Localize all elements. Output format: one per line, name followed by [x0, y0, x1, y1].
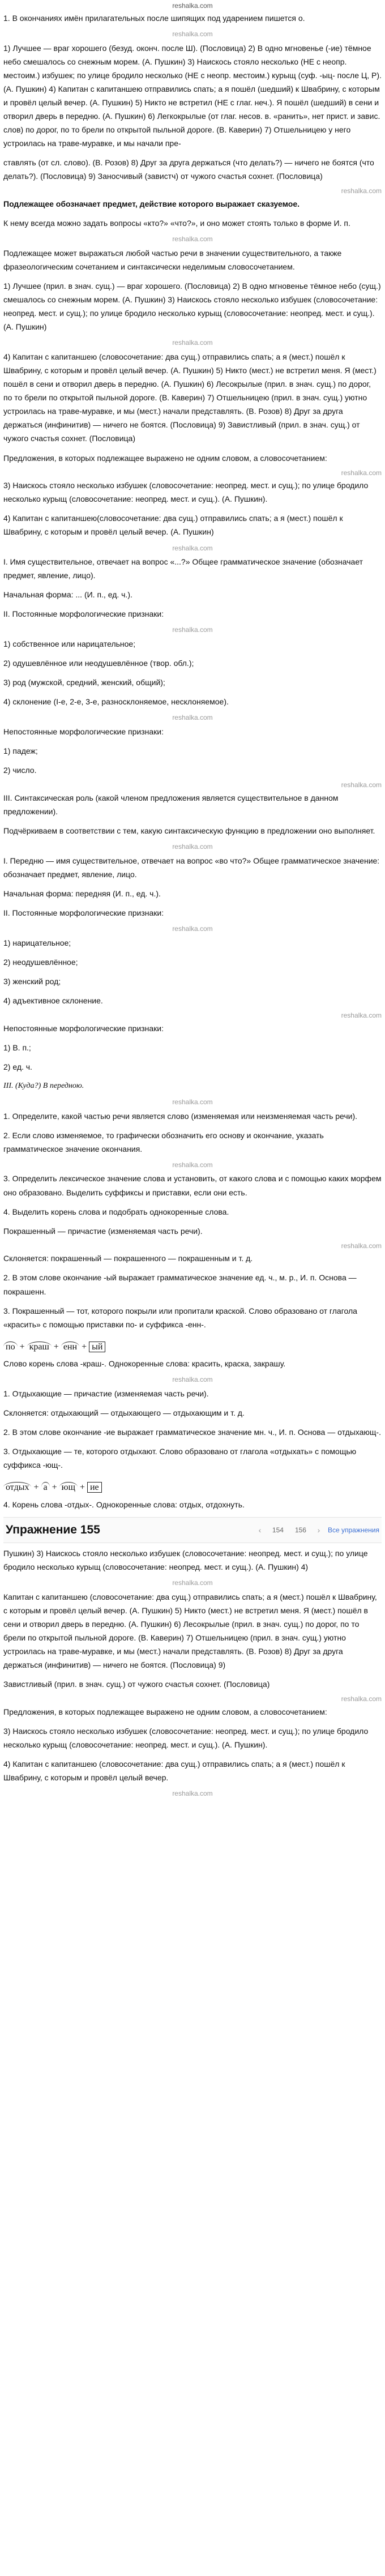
paragraph: II. Постоянные морфологические признаки: — [3, 609, 164, 619]
paragraph: 4) адъективное склонение. — [3, 996, 103, 1005]
paragraph: 1) собственное или нарицательное; — [3, 639, 136, 649]
watermark: reshalka.com — [172, 544, 213, 552]
paragraph: 3) женский род; — [3, 976, 61, 986]
watermark: reshalka.com — [172, 339, 213, 347]
prefix: по — [3, 1342, 18, 1352]
paragraph: 3. Покрашенный — тот, которого покрыли или пропитали краской. Слово образовано от глагола «красить» с помощью приставки по- и суффикса -енн-. — [3, 1306, 357, 1329]
chevron-left-icon[interactable]: ‹ — [258, 1525, 262, 1535]
paragraph: II. Постоянные морфологические признаки: — [3, 908, 164, 917]
paragraph: 2. В этом слове окончание -ый выражает грамматическое значение ед. ч., м. р., И. п. Основа — покрашенн. — [3, 1273, 357, 1296]
paragraph: I. Имя существительное, отвечает на вопрос «...?» Общее грамматическое значение (обозначает предмет, явление, лицо). — [3, 557, 363, 580]
paragraph: 1) падеж; — [3, 746, 38, 756]
paragraph: Склоняется: отдыхающий — отдыхающего — отдыхающим и т. д. — [3, 1408, 245, 1418]
paragraph: 1) Лучшее (прил. в знач. сущ.) — враг хорошего. (Пословица) 2) В одно мгновенье тёмное небо (сущ.) смешалось со снежным морем. (А. Пушкин) 3) Наискось стояло несколько избушек (словосочетание: неопред. мест. и сущ.); по улице бродило несколько курыщ (словосочетание: неопред. мест. и сущ.). (А. Пушкин) — [3, 281, 381, 332]
suffix: а — [41, 1482, 50, 1492]
watermark: reshalka.com — [341, 781, 382, 789]
paragraph: 1) В. п.; — [3, 1043, 31, 1052]
suffix: ющ — [59, 1482, 78, 1492]
paragraph: Подчёркиваем в соответствии с тем, какую синтаксическую функцию в предложении оно выполняет. — [3, 826, 375, 836]
watermark: reshalka.com — [172, 30, 213, 39]
paragraph: 4. Выделить корень слова и подобрать однокоренные слова. — [3, 1207, 229, 1216]
paragraph: 4) Капитан с капитаншею (словосочетание: два сущ.) отправились спать; а я (мест.) пошёл к Швабрину, с которым и провёл целый вечер. — [3, 1759, 345, 1783]
paragraph: 3) род (мужской, средний, женский, общий); — [3, 678, 165, 687]
root: отдых — [3, 1482, 31, 1492]
exercise-title: Упражнение 155 — [6, 1523, 100, 1536]
watermark: reshalka.com — [172, 626, 213, 634]
paragraph: III. (Куда?) В передною. — [3, 1081, 84, 1090]
suffix: енн — [61, 1342, 79, 1352]
paragraph: 2) число. — [3, 766, 37, 775]
paragraph: 1) Лучшее — враг хорошего (безуд. оконч. после Ш). (Пословица) 2) В одно мгновенье (-ие) тёмное небо смешалось со снежным морем. (А. Пушкин) 3) Наискось стояло несколько (НЕ с неопр. местоим.) избушек; по улице бродило несколько (НЕ с неопр. местоим.) курыщ (суф. -ыц- после Ц, Р). (А. Пушкин) 4) Капитан с капитаншею отправились спать; а я пошёл (шедший) к Швабрину, с которым и провёл целый вечер. (А. Пушкин) 5) Никто не встретил (НЕ с глаг. неч.). Я пошёл (шедший) в сени и отворил дверь в передню. (А. Пушкин) 6) Легкокрылые (от глаг. несов. в. «ранить», нет прист. и завис. слов) по дорог, по то брели по открытой пыльной дороге. (В. Каверин) 7) Отшельницею у него устроилась на траве-муравке, и мы начали пре- — [3, 43, 382, 148]
paragraph: 2) неодушевлённое; — [3, 957, 78, 967]
watermark: reshalka.com — [172, 714, 213, 722]
watermark: reshalka.com — [172, 1789, 213, 1798]
ending: ый — [89, 1342, 105, 1352]
paragraph: 2. В этом слове окончание -ие выражает грамматическое значение мн. ч., И. п. Основа — отдыхающ-. — [3, 1428, 381, 1437]
watermark: reshalka.com — [341, 187, 382, 195]
prev-page-link[interactable]: 154 — [272, 1526, 284, 1534]
paragraph: 3) Наискось стояло несколько избушек (словосочетание: неопред. мест. и сущ.); по улице бродило несколько курыщ (словосочетание: неопред. мест. и сущ.). (А. Пушкин). — [3, 481, 369, 504]
paragraph: Подлежащее обозначает предмет, действие которого выражает сказуемое. — [3, 199, 300, 209]
paragraph: 3) Наискось стояло несколько избушек (словосочетание: неопред. мест. и сущ.); по улице бродило несколько курыщ (словосочетание: неопред. мест. и сущ.). (А. Пушкин). — [3, 1727, 369, 1750]
paragraph: Начальная форма: передняя (И. п., ед. ч.). — [3, 888, 161, 898]
paragraph: Предложения, в которых подлежащее выражено не одним словом, а словосочетанием: — [3, 1707, 327, 1716]
pager — [255, 1523, 379, 1537]
watermark: reshalka.com — [341, 1011, 382, 1020]
paragraph: 2) одушевлённое или неодушевлённое (твор. обл.); — [3, 659, 194, 668]
watermark: reshalka.com — [341, 1695, 382, 1703]
root: краш — [27, 1342, 52, 1352]
paragraph: III. Синтаксическая роль (какой членом предложения является существительное в данном предложении). — [3, 793, 339, 816]
paragraph: К нему всегда можно задать вопросы «кто?» «что?», и оно может стоять только в форме И. п. — [3, 219, 350, 228]
watermark: reshalka.com — [172, 1160, 213, 1169]
paragraph: 4) склонение (I-е, 2-е, 3-е, разносклоняемое, несклоняемое). — [3, 697, 229, 707]
watermark: reshalka.com — [172, 843, 213, 851]
paragraph: Непостоянные морфологические признаки: — [3, 727, 164, 737]
paragraph: Завистливый (прил. в знач. сущ.) от чужого счастья сохнет. (Пословица) — [3, 1680, 270, 1689]
watermark: reshalka.com — [172, 1375, 213, 1384]
paragraph: 1. Определите, какой частью речи является слово (изменяемая или неизменяемая часть речи). — [3, 1111, 358, 1121]
paragraph: I. Передню — имя существительное, отвечает на вопрос «во что?» Общее грамматическое значение: обозначает предмет, явление, лицо. — [3, 856, 380, 879]
chevron-right-icon[interactable]: › — [317, 1525, 320, 1535]
paragraph: Подлежащее может выражаться любой частью речи в значении существительного, а также фразеологическим сочетанием и синтаксически неделимым словосочетанием. — [3, 248, 342, 271]
paragraph: 2. Если слово изменяемое, то графически обозначить его основу и окончание, указать грамматическое значение окончания. — [3, 1130, 324, 1154]
watermark: reshalka.com — [172, 925, 213, 933]
next-page-link[interactable]: 156 — [294, 1526, 306, 1534]
paragraph: 4) Капитан с капитаншею (словосочетание: два сущ.) отправились спать; а я (мест.) пошёл к Швабрину, с которым и провёл целый вечер. (А. Пушкин) 5) Никто (мест.) не встретил меня. Я (мест.) пошёл в сени и отворил дверь в передню. (А. Пушкин) 6) Лесокрылые (прил. в знач. сущ.) по дорог, по то брели по открытой пыльной дороге. (В. Каверин) 7) Отшельницею (прил. в знач. сущ.) уютно устроилась на траве-муравке, и мы (мест.) начали представлять. (В. Розов) 8) Друг за друга держаться (инфинитив) — ничего не боятся. (Пословица) 9) Завистливый (прил. в знач. сущ.) от чужого счастья сохнет. (Пословица) — [3, 352, 377, 443]
ending: ие — [87, 1482, 102, 1493]
paragraph: 4. Корень слова -отдых-. Однокоренные слова: отдых, отдохнуть. — [3, 1500, 245, 1509]
paragraph: 1. Отдыхающие — причастие (изменяемая часть речи). — [3, 1389, 209, 1398]
document-body — [0, 11, 385, 1800]
paragraph: 2) ед. ч. — [3, 1062, 32, 1071]
watermark: reshalka.com — [341, 1241, 382, 1250]
paragraph: Непостоянные морфологические признаки: — [3, 1023, 164, 1033]
paragraph: Склоняется: покрашенный — покрашенного — покрашенным и т. д. — [3, 1254, 253, 1263]
paragraph: Пушкин) 3) Наискось стояло несколько избушек (словосочетание: неопред. мест. и сущ.); по улице бродило несколько курыщ (словосочетание: неопред. мест. и сущ.). (А. Пушкин) 4) — [3, 1548, 368, 1572]
paragraph: Капитан с капитаншею (словосочетание: два сущ.) отправились спать; а я (мест.) пошёл к Швабрину, с которым и провёл целый вечер. (А. Пушкин) 5) Никто (мест.) не встретил меня. Я (мест.) пошёл в сени и отворил дверь в передню. (А. Пушкин) 6) Лесокрылые (прил. в знач. сущ.) по дорог, по то брели по открытой пыльной дороге. (В. Каверин) 7) Отшельницею (прил. в знач. сущ.) уютно устроилась на траве-муравке, и мы (мест.) начали представлять. (В. Розов) 8) Друг за друга держаться (инфинитив) — ничего не боятся. (Пословица) 9) — [3, 1592, 377, 1670]
paragraph: 4) Капитан с капитаншею(словосочетание: два сущ.) отправились спать; а я (мест.) пошёл к Швабрину, с которым и провёл целый вечер. (А. Пушкин) — [3, 514, 343, 537]
paragraph: Предложения, в которых подлежащее выражено не одним словом, а словосочетанием: — [3, 453, 327, 463]
morpheme-formula: по + краш + енн + ый — [3, 1337, 382, 1357]
exercise-navigation — [3, 1517, 382, 1543]
paragraph: 1) нарицательное; — [3, 938, 71, 947]
paragraph: 3. Определить лексическое значение слова и установить, от какого слова и с помощью каких морфем оно образовано. Выделить суффиксы и приставки, если они есть. — [3, 1174, 382, 1197]
paragraph: ставлять (от сл. слово). (В. Розов) 8) Друг за друга держаться (что делать?) — ничего не боятся (что делать?). (Пословица) 9) Заносчивый (завистч) от чужого счастья сохнет. (Пословица) — [3, 158, 374, 181]
watermark: reshalka.com — [172, 235, 213, 243]
morpheme-formula: отдых + а + ющ + ие — [3, 1477, 382, 1498]
paragraph: Начальная форма: ... (И. п., ед. ч.). — [3, 590, 132, 600]
paragraph: Покрашенный — причастие (изменяемая часть речи). — [3, 1226, 203, 1236]
paragraph: 3. Отдыхающие — те, которого отдыхают. Слово образовано от глагола «отдыхать» с помощью суффикса -ющ-. — [3, 1447, 357, 1470]
site-name[interactable]: reshalka.com — [172, 2, 213, 10]
watermark: reshalka.com — [172, 1579, 213, 1587]
watermark: reshalka.com — [172, 1097, 213, 1106]
all-exercises-link[interactable]: Все упражнения — [327, 1526, 379, 1534]
paragraph: 1. В окончаниях имён прилагательных после шипящих под ударением пишется о. — [3, 14, 305, 23]
watermark: reshalka.com — [341, 468, 382, 477]
paragraph: Слово корень слова -краш-. Однокоренные слова: красить, краска, закрашу. — [3, 1359, 286, 1369]
